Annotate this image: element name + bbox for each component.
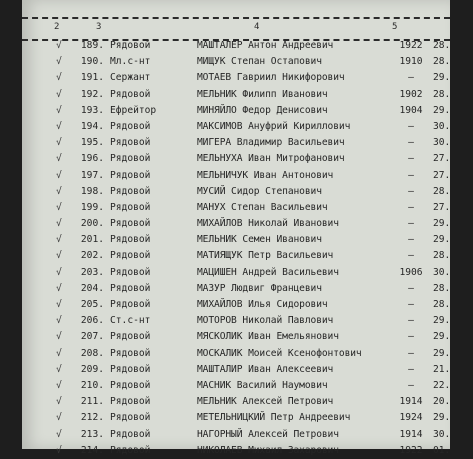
table-row — [22, 346, 450, 362]
birth-year: – — [408, 169, 414, 181]
record-number: 210. — [80, 379, 104, 391]
date-fragment: 28. — [433, 282, 451, 294]
date-fragment: 28. — [433, 185, 451, 197]
date-fragment: 30. — [433, 428, 451, 440]
table-row — [22, 184, 450, 200]
table-row — [22, 265, 450, 281]
record-number: 195. — [80, 137, 104, 149]
person-name: МИНЯЙЛО Федор Денисович — [197, 104, 328, 116]
military-rank: Рядовой — [110, 40, 151, 51]
table-row — [22, 297, 450, 313]
record-number: 191. — [80, 72, 104, 84]
birth-year: – — [408, 282, 414, 294]
record-number: 213. — [80, 428, 104, 440]
date-fragment: 29. — [433, 72, 451, 84]
date-fragment: 29. — [433, 412, 451, 424]
military-rank: Рядовой — [110, 282, 151, 294]
military-rank: Рядовой — [110, 396, 151, 408]
table-row — [22, 313, 450, 329]
date-fragment: 27. — [433, 169, 451, 181]
record-number: 209. — [80, 363, 104, 375]
person-name: МЕЛЬНИК Филипп Иванович — [197, 88, 328, 100]
military-rank: Рядовой — [110, 201, 151, 213]
record-number: 203. — [80, 266, 104, 278]
check-mark: √ — [56, 137, 62, 149]
person-name: МОТОРОВ Николай Павлович — [197, 315, 334, 327]
date-fragment: 21. — [433, 363, 451, 375]
check-mark: √ — [56, 88, 62, 100]
military-rank: Рядовой — [110, 218, 151, 230]
military-rank: Ефрейтор — [110, 104, 157, 116]
column-number-4: 4 — [254, 22, 260, 32]
record-number: 198. — [80, 185, 104, 197]
check-mark: √ — [56, 72, 62, 84]
check-mark: √ — [56, 396, 62, 408]
person-name: МАСНИК Василий Наумович — [197, 379, 328, 391]
person-name: МАШТАЛЕР Антон Андреевич — [197, 40, 334, 51]
table-row — [22, 168, 450, 184]
check-mark: √ — [56, 56, 62, 68]
record-number: 205. — [80, 299, 104, 310]
birth-year: – — [408, 185, 414, 197]
birth-year: 1922 — [399, 40, 423, 51]
date-fragment: 27. — [433, 153, 451, 165]
check-mark: √ — [56, 282, 62, 294]
record-number: 192. — [80, 88, 104, 100]
check-mark: √ — [56, 266, 62, 278]
military-rank: Сержант — [110, 72, 151, 84]
table-row — [22, 281, 450, 297]
check-mark: √ — [56, 153, 62, 165]
record-number: 201. — [80, 234, 104, 246]
birth-year: – — [408, 234, 414, 246]
military-rank: Рядовой — [110, 88, 151, 100]
person-name: МИЩУК Степан Остапович — [197, 56, 322, 68]
check-mark: √ — [56, 315, 62, 327]
birth-year: – — [408, 218, 414, 230]
birth-year: 1914 — [399, 428, 423, 440]
date-fragment: 28. — [433, 299, 451, 310]
record-number: 212. — [80, 412, 104, 424]
table-row — [22, 135, 450, 151]
record-number: 214. — [80, 444, 104, 456]
record-number: 190. — [80, 56, 104, 68]
birth-year: – — [408, 379, 414, 391]
birth-year: – — [408, 250, 414, 262]
table-row — [22, 394, 450, 410]
date-fragment: 29. — [433, 331, 451, 343]
check-mark: √ — [56, 218, 62, 230]
check-mark: √ — [56, 201, 62, 213]
record-number: 207. — [80, 331, 104, 343]
check-mark: √ — [56, 250, 62, 262]
record-number: 204. — [80, 282, 104, 294]
date-fragment: 30. — [433, 266, 451, 278]
date-fragment: 29. — [433, 315, 451, 327]
table-row — [22, 378, 450, 394]
check-mark: √ — [56, 363, 62, 375]
birth-year: 1914 — [399, 396, 423, 408]
person-name: МИХАЙЛОВ Николай Иванович — [197, 218, 339, 230]
person-name: МАЗУР Людвиг Францевич — [197, 282, 322, 294]
date-fragment: 29. — [433, 234, 451, 246]
check-mark: √ — [56, 185, 62, 197]
column-number-5: 5 — [392, 22, 398, 32]
date-fragment: 22. — [433, 379, 451, 391]
record-number: 197. — [80, 169, 104, 181]
table-row — [22, 38, 450, 54]
military-rank: Рядовой — [110, 331, 151, 343]
person-name: МУСИЙ Сидор Степанович — [197, 185, 322, 197]
military-rank: Рядовой — [110, 412, 151, 424]
birth-year: 1910 — [399, 56, 423, 68]
birth-year: – — [408, 72, 414, 84]
military-rank: Рядовой — [110, 299, 151, 310]
table-row — [22, 362, 450, 378]
record-number: 202. — [80, 250, 104, 262]
person-name: МЕЛЬНУХА Иван Митрофанович — [197, 153, 345, 165]
table-row — [22, 70, 450, 86]
birth-year: – — [408, 137, 414, 149]
person-name: МОСКАЛИК Моисей Ксенофонтович — [197, 347, 362, 359]
person-name: НАГОРНЫЙ Алексей Петрович — [197, 428, 339, 440]
record-number: 196. — [80, 153, 104, 165]
check-mark: √ — [56, 428, 62, 440]
person-name: МИХАЙЛОВ Илья Сидорович — [197, 299, 328, 310]
military-rank: Рядовой — [110, 444, 151, 456]
person-name: МАЦИШЕН Андрей Васильевич — [197, 266, 339, 278]
document-page — [22, 0, 451, 456]
record-number: 194. — [80, 120, 104, 132]
date-fragment: 29. — [433, 218, 451, 230]
birth-year: 1922 — [399, 444, 423, 456]
military-rank: Рядовой — [110, 363, 151, 375]
record-number: 193. — [80, 104, 104, 116]
table-row — [22, 87, 450, 103]
person-name: МИГЕРА Владимир Васильевич — [197, 137, 345, 149]
record-number: 208. — [80, 347, 104, 359]
check-mark: √ — [56, 40, 62, 51]
military-rank: Рядовой — [110, 347, 151, 359]
military-rank: Рядовой — [110, 185, 151, 197]
date-fragment: 27. — [433, 201, 451, 213]
date-fragment: 01. — [433, 444, 451, 456]
birth-year: – — [408, 363, 414, 375]
table-row — [22, 427, 450, 443]
date-fragment: 29. — [433, 104, 451, 116]
person-name: МОТАЕВ Гавриил Никифорович — [197, 72, 345, 84]
record-number: 211. — [80, 396, 104, 408]
person-name: НИКОЛАЕВ Михаил Захарович — [197, 444, 339, 456]
military-rank: Мл.с-нт — [110, 56, 151, 68]
check-mark: √ — [56, 234, 62, 246]
record-number: 206. — [80, 315, 104, 327]
date-fragment: 20. — [433, 396, 451, 408]
table-row — [22, 248, 450, 264]
military-rank: Рядовой — [110, 250, 151, 262]
military-rank: Рядовой — [110, 234, 151, 246]
person-name: МЕЛЬНИК Алексей Петрович — [197, 396, 334, 408]
date-fragment: 30. — [433, 120, 451, 132]
birth-year: 1902 — [399, 88, 423, 100]
date-fragment: 28. — [433, 56, 451, 68]
check-mark: √ — [56, 444, 62, 456]
person-name: МАШТАЛИР Иван Алексеевич — [197, 363, 334, 375]
birth-year: – — [408, 120, 414, 132]
check-mark: √ — [56, 331, 62, 343]
record-list — [22, 38, 450, 459]
military-rank: Рядовой — [110, 120, 151, 132]
birth-year: – — [408, 153, 414, 165]
person-name: МЕЛЬНИЧУК Иван Антонович — [197, 169, 334, 181]
check-mark: √ — [56, 379, 62, 391]
date-fragment: 28. — [433, 88, 451, 100]
birth-year: – — [408, 347, 414, 359]
person-name: МАТИЯЩУК Петр Васильевич — [197, 250, 334, 262]
table-row — [22, 200, 450, 216]
birth-year: – — [408, 201, 414, 213]
birth-year: – — [408, 315, 414, 327]
column-number-2: 2 — [54, 22, 60, 32]
person-name: МЕЛЬНИК Семен Иванович — [197, 234, 322, 246]
birth-year: 1924 — [399, 412, 423, 424]
date-fragment: 30. — [433, 137, 451, 149]
record-number: 199. — [80, 201, 104, 213]
table-row — [22, 329, 450, 345]
table-row — [22, 232, 450, 248]
table-row — [22, 410, 450, 426]
table-row — [22, 151, 450, 167]
check-mark: √ — [56, 120, 62, 132]
column-number-3: 3 — [96, 22, 102, 32]
date-fragment: 28. — [433, 250, 451, 262]
table-row — [22, 443, 450, 459]
military-rank: Рядовой — [110, 137, 151, 149]
military-rank: Рядовой — [110, 169, 151, 181]
table-row — [22, 54, 450, 70]
person-name: МАНУХ Степан Васильевич — [197, 201, 328, 213]
person-name: МЕТЕЛЬНИЦКИЙ Петр Андреевич — [197, 412, 351, 424]
table-row — [22, 216, 450, 232]
check-mark: √ — [56, 104, 62, 116]
check-mark: √ — [56, 347, 62, 359]
military-rank: Рядовой — [110, 153, 151, 165]
check-mark: √ — [56, 169, 62, 181]
military-rank: Рядовой — [110, 428, 151, 440]
check-mark: √ — [56, 299, 62, 310]
military-rank: Рядовой — [110, 379, 151, 391]
table-row — [22, 119, 450, 135]
record-number: 189. — [80, 40, 104, 51]
birth-year: 1906 — [399, 266, 423, 278]
military-rank: Ст.с-нт — [110, 315, 151, 327]
date-fragment: 28. — [433, 40, 451, 51]
date-fragment: 29. — [433, 347, 451, 359]
person-name: МЯСКОЛИК Иван Емельянович — [197, 331, 339, 343]
birth-year: 1904 — [399, 104, 423, 116]
birth-year: – — [408, 331, 414, 343]
record-number: 200. — [80, 218, 104, 230]
check-mark: √ — [56, 412, 62, 424]
table-row — [22, 103, 450, 119]
birth-year: – — [408, 299, 414, 310]
person-name: МАКСИМОВ Ануфрий Кириллович — [197, 120, 351, 132]
military-rank: Рядовой — [110, 266, 151, 278]
